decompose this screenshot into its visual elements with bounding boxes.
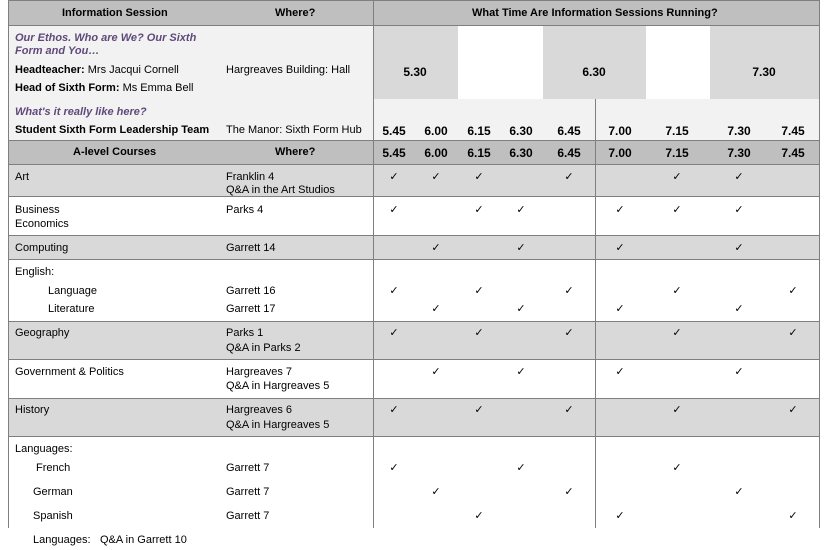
grid-vline xyxy=(373,0,374,528)
time-band-630 xyxy=(543,26,646,99)
tick-mark: ✓ xyxy=(564,327,574,339)
real-time-0: 5.45 xyxy=(382,124,406,138)
headteacher-label: Headteacher: xyxy=(15,64,85,76)
tick-mark: ✓ xyxy=(615,510,625,522)
tick-mark: ✓ xyxy=(734,303,744,315)
course-name-economics: Economics xyxy=(15,218,69,230)
tick-mark: ✓ xyxy=(431,366,441,378)
tick-mark: ✓ xyxy=(431,242,441,254)
languages-note-label: Languages: xyxy=(33,534,91,546)
tick-mark: ✓ xyxy=(672,327,682,339)
course-where-literature: Garrett 17 xyxy=(226,303,276,315)
tick-mark: ✓ xyxy=(389,327,399,339)
course-where-government: Hargreaves 7 xyxy=(226,366,293,378)
grid-line xyxy=(8,321,820,322)
course-name-spanish: Spanish xyxy=(33,510,73,522)
course-where2-history: Q&A in Hargreaves 5 xyxy=(226,419,330,431)
course-time-7: 7.30 xyxy=(727,146,751,160)
row-band-computing xyxy=(8,236,820,259)
tick-mark: ✓ xyxy=(788,327,798,339)
grid-line xyxy=(8,398,820,399)
course-name-french: French xyxy=(36,462,71,474)
real-time-6: 7.15 xyxy=(665,124,689,138)
headteacher xyxy=(15,64,179,76)
real-time-4: 6.45 xyxy=(557,124,581,138)
tick-mark: ✓ xyxy=(672,171,682,183)
course-time-2: 6.15 xyxy=(467,146,491,160)
tick-mark: ✓ xyxy=(516,462,526,474)
header-times: What Time Are Information Sessions Running? xyxy=(472,7,718,19)
languages-note-where: Q&A in Garrett 10 xyxy=(100,534,187,546)
course-name-computing: Computing xyxy=(15,242,69,254)
head-sixth-label: Head of Sixth Form: xyxy=(15,82,120,94)
real-time-8: 7.45 xyxy=(781,124,805,138)
tick-mark: ✓ xyxy=(615,204,625,216)
tick-mark: ✓ xyxy=(734,486,744,498)
tick-mark: ✓ xyxy=(474,204,484,216)
tick-mark: ✓ xyxy=(564,486,574,498)
grid-line xyxy=(8,0,820,1)
tick-mark: ✓ xyxy=(615,242,625,254)
tick-mark: ✓ xyxy=(474,404,484,416)
real-time-3: 6.30 xyxy=(509,124,533,138)
tick-mark: ✓ xyxy=(516,242,526,254)
tick-mark: ✓ xyxy=(788,404,798,416)
time-band-530 xyxy=(374,26,458,99)
tick-mark: ✓ xyxy=(474,171,484,183)
header-information-session: Information Session xyxy=(62,7,168,19)
course-where-spanish: Garrett 7 xyxy=(226,510,270,522)
course-time-4: 6.45 xyxy=(557,146,581,160)
course-time-6: 7.15 xyxy=(665,146,689,160)
tick-mark: ✓ xyxy=(672,204,682,216)
course-name-literature: Literature xyxy=(48,303,95,315)
tick-mark: ✓ xyxy=(389,285,399,297)
tick-mark: ✓ xyxy=(389,204,399,216)
course-name-history: History xyxy=(15,404,50,416)
real-time-2: 6.15 xyxy=(467,124,491,138)
course-name-language: Language xyxy=(48,285,97,297)
tick-mark: ✓ xyxy=(788,285,798,297)
grid-line xyxy=(8,164,820,165)
ethos-title-line1: Our Ethos. Who are We? Our Sixth xyxy=(15,32,197,44)
real-where: The Manor: Sixth Form Hub xyxy=(226,124,362,136)
head-sixth-name: Ms Emma Bell xyxy=(119,82,194,94)
grid-line xyxy=(8,140,820,141)
grid-line xyxy=(8,259,820,260)
tick-mark: ✓ xyxy=(672,462,682,474)
tick-mark: ✓ xyxy=(516,366,526,378)
header-where: Where? xyxy=(275,7,316,19)
grid-line xyxy=(8,359,820,360)
tick-mark: ✓ xyxy=(474,327,484,339)
ethos-time-630: 6.30 xyxy=(582,65,606,79)
course-where-language: Garrett 16 xyxy=(226,285,276,297)
course-where-french: Garrett 7 xyxy=(226,462,270,474)
course-time-0: 5.45 xyxy=(382,146,406,160)
real-time-7: 7.30 xyxy=(727,124,751,138)
course-where-german: Garrett 7 xyxy=(226,486,270,498)
tick-mark: ✓ xyxy=(474,285,484,297)
course-name-business: Business xyxy=(15,204,60,216)
tick-mark: ✓ xyxy=(734,204,744,216)
tick-mark: ✓ xyxy=(672,404,682,416)
tick-mark: ✓ xyxy=(672,285,682,297)
course-where2-art: Q&A in the Art Studios xyxy=(226,184,335,196)
course-time-8: 7.45 xyxy=(781,146,805,160)
ethos-time-530: 5.30 xyxy=(403,65,427,79)
grid-line xyxy=(8,436,820,437)
real-team: Student Sixth Form Leadership Team xyxy=(15,124,210,136)
real-time-1: 6.00 xyxy=(424,124,448,138)
tick-mark: ✓ xyxy=(516,303,526,315)
real-time-5: 7.00 xyxy=(608,124,632,138)
grid-line xyxy=(8,25,820,26)
headteacher-name: Mrs Jacqui Cornell xyxy=(84,64,179,76)
head-sixth-form xyxy=(15,82,193,94)
course-name-art: Art xyxy=(15,171,30,183)
tick-mark: ✓ xyxy=(389,404,399,416)
courses-header-title: A-level Courses xyxy=(73,146,157,158)
real-title: What's it really like here? xyxy=(15,106,147,118)
tick-mark: ✓ xyxy=(788,510,798,522)
tick-mark: ✓ xyxy=(564,404,574,416)
ethos-title-line2: Form and You… xyxy=(15,45,100,57)
row-band-history xyxy=(8,398,820,436)
tick-mark: ✓ xyxy=(615,303,625,315)
grid-line xyxy=(8,196,820,197)
course-time-3: 6.30 xyxy=(509,146,533,160)
time-band-730 xyxy=(710,26,820,99)
tick-mark: ✓ xyxy=(474,510,484,522)
row-band-geography xyxy=(8,321,820,359)
course-name-government: Government & Politics xyxy=(15,366,124,378)
course-name-german: German xyxy=(33,486,73,498)
tick-mark: ✓ xyxy=(389,462,399,474)
course-where-business: Parks 4 xyxy=(226,204,264,216)
grid-vline xyxy=(595,99,596,528)
tick-mark: ✓ xyxy=(389,171,399,183)
courses-header-where: Where? xyxy=(275,146,316,158)
tick-mark: ✓ xyxy=(564,285,574,297)
course-where-history: Hargreaves 6 xyxy=(226,404,293,416)
course-name-languages: Languages: xyxy=(15,443,73,455)
course-name-english: English: xyxy=(15,266,55,278)
course-where-computing: Garrett 14 xyxy=(226,242,276,254)
ethos-time-730: 7.30 xyxy=(752,65,776,79)
grid-line xyxy=(8,235,820,236)
tick-mark: ✓ xyxy=(734,366,744,378)
tick-mark: ✓ xyxy=(431,303,441,315)
tick-mark: ✓ xyxy=(564,171,574,183)
grid-vline xyxy=(819,0,820,528)
ethos-where: Hargreaves Building: Hall xyxy=(226,64,351,76)
course-where2-government: Q&A in Hargreaves 5 xyxy=(226,380,330,392)
tick-mark: ✓ xyxy=(516,204,526,216)
tick-mark: ✓ xyxy=(734,171,744,183)
tick-mark: ✓ xyxy=(431,171,441,183)
course-where-geography: Parks 1 xyxy=(226,327,264,339)
row-band-art xyxy=(8,165,820,196)
grid-vline xyxy=(8,0,9,528)
tick-mark: ✓ xyxy=(734,242,744,254)
course-time-1: 6.00 xyxy=(424,146,448,160)
course-time-5: 7.00 xyxy=(608,146,632,160)
course-where-art: Franklin 4 xyxy=(226,171,275,183)
course-where2-geography: Q&A in Parks 2 xyxy=(226,342,301,354)
tick-mark: ✓ xyxy=(615,366,625,378)
tick-mark: ✓ xyxy=(431,486,441,498)
course-name-geography: Geography xyxy=(15,327,70,339)
